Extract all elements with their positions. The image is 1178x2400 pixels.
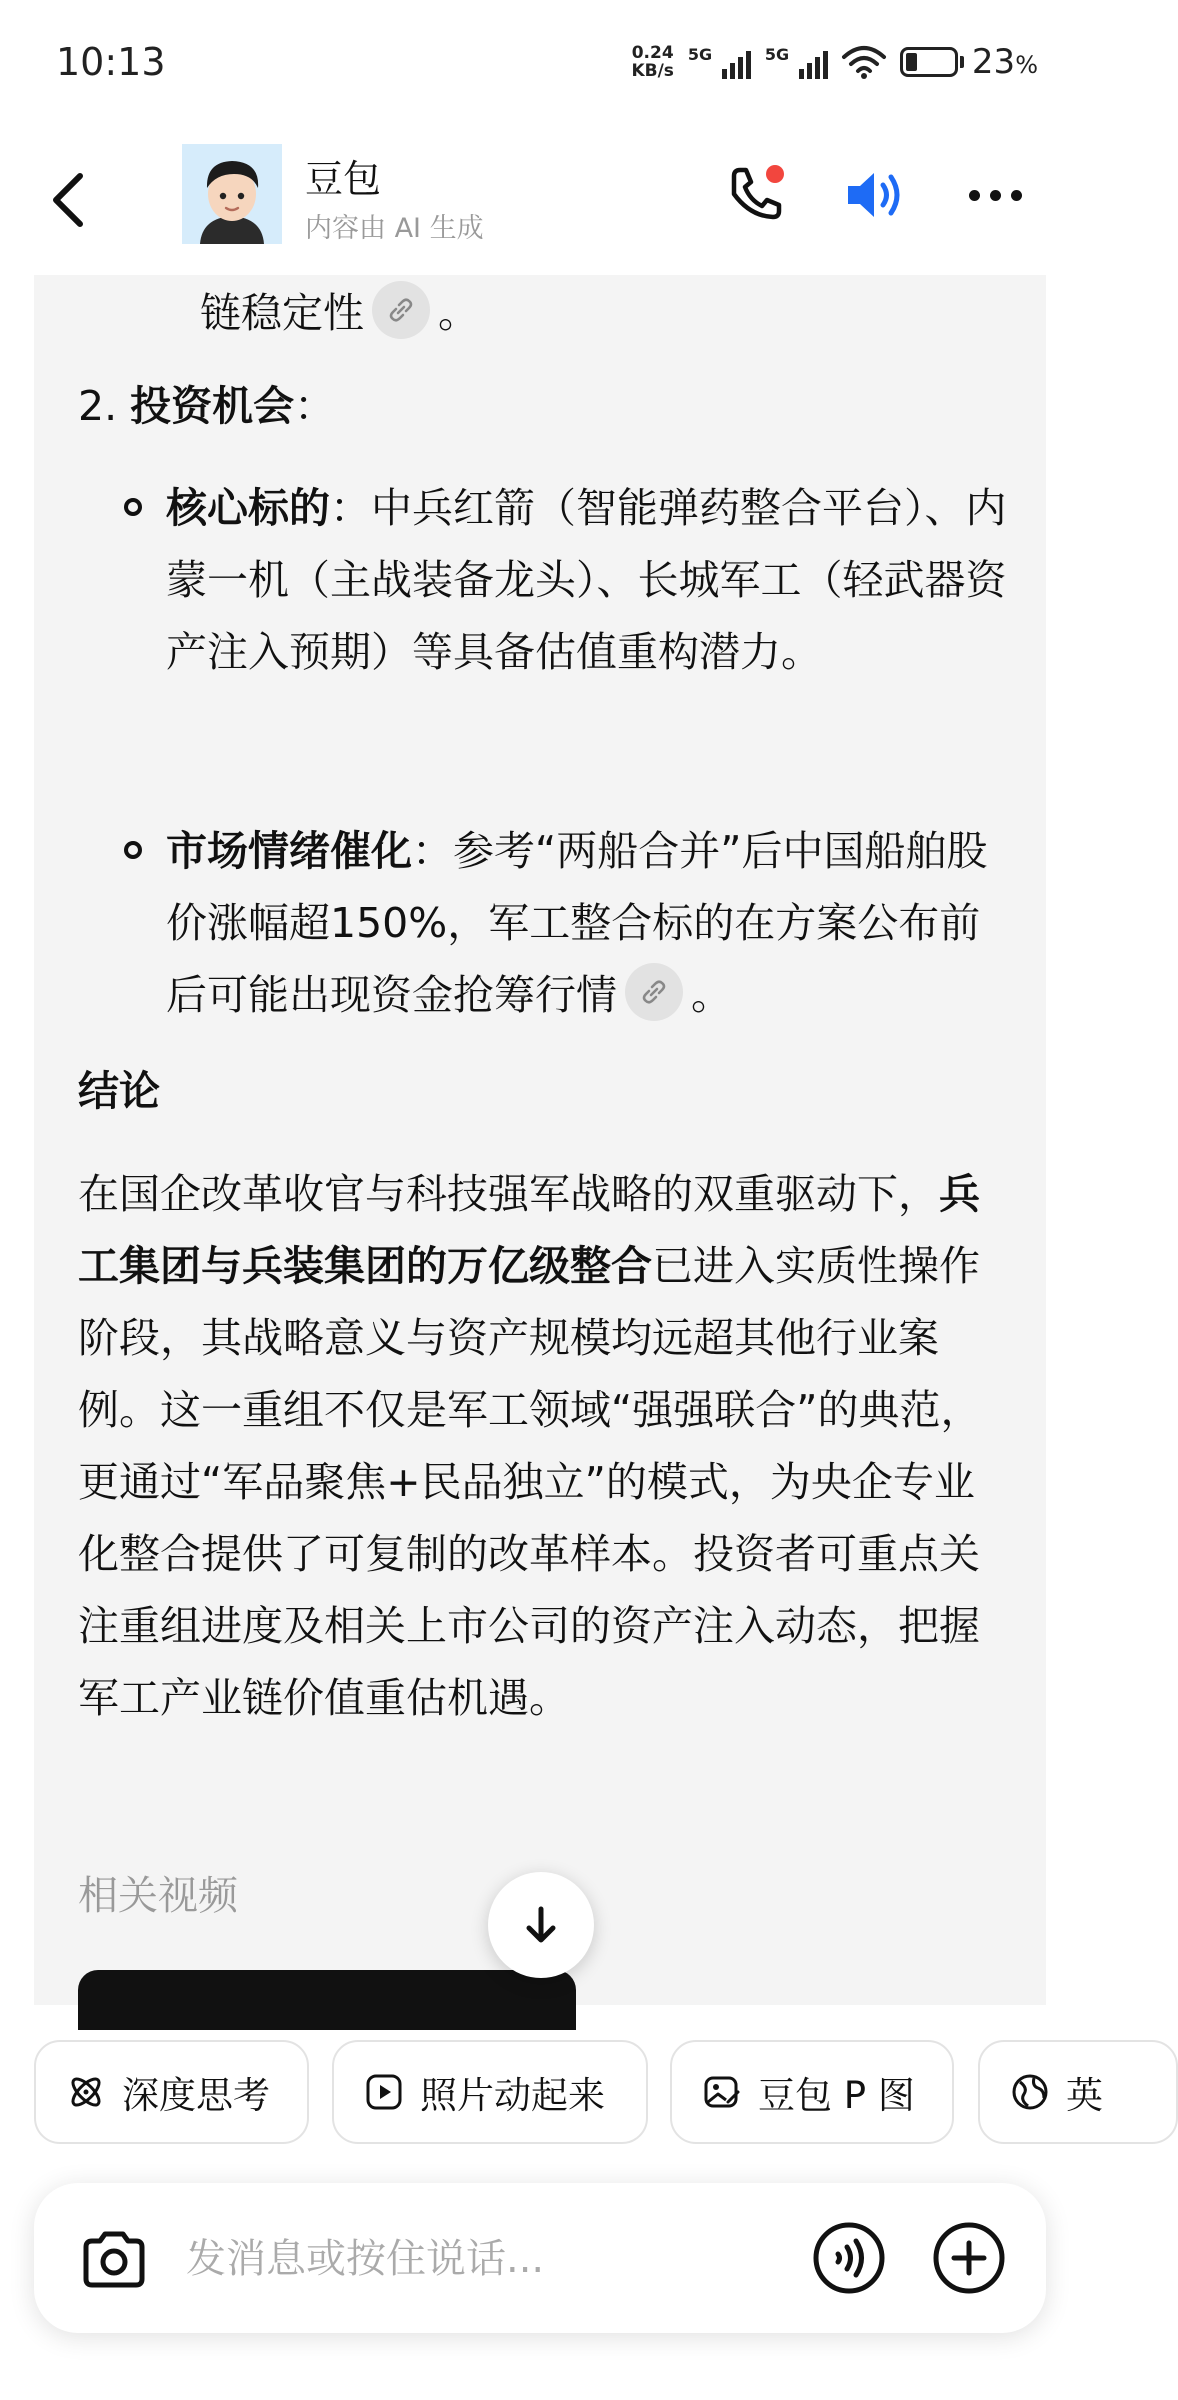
bullet-item: 核心标的：中兵红箭（智能弹药整合平台）、内蒙一机（主战装备龙头）、长城军工（轻武器资产注入预期）等具备估值重构潜力。 <box>166 472 1008 688</box>
network-speed-value: 0.24 <box>631 43 674 63</box>
related-videos-label: 相关视频 <box>78 1873 238 1919</box>
chat-subtitle: 内容由 AI 生成 <box>305 213 484 244</box>
more-icon[interactable] <box>960 180 1030 210</box>
image-edit-icon <box>702 2072 742 2112</box>
chip-animate-photo[interactable]: 照片动起来 <box>332 2040 648 2144</box>
message-input[interactable] <box>186 2223 786 2295</box>
status-time: 10:13 <box>56 40 166 84</box>
back-arrow-icon[interactable] <box>40 160 100 240</box>
avatar[interactable] <box>182 144 282 244</box>
video-thumbnail[interactable] <box>78 1970 576 2030</box>
battery <box>900 42 1038 82</box>
message-line: 链稳定性 。 <box>200 277 1000 349</box>
avatar-face-icon <box>182 144 282 244</box>
message-input-bar <box>34 2183 1046 2333</box>
phone-icon[interactable] <box>720 160 790 230</box>
battery-icon <box>900 47 958 77</box>
network-speed <box>631 44 673 80</box>
camera-icon[interactable] <box>78 2223 150 2295</box>
conclusion-paragraph: 在国企改革收官与科技强军战略的双重驱动下，兵工集团与兵装集团的万亿级整合已进入实质性操作阶段，其战略意义与资产规模均远超其他行业案例。这一重组不仅是军工领域“强强联合”的典范，更通过“军品聚焦+民品独立”的模式，为央企专业化整合提供了可复制的改革样本。投资者可重点关注重组进度及相关上市公司的资产注入动态，把握军工产业链价值重估机遇。 <box>78 1170 982 1722</box>
signal-2-icon <box>765 45 828 79</box>
status-bar <box>0 0 1080 130</box>
bullet-dot <box>124 498 142 516</box>
signal-1-label: 5G <box>687 45 713 64</box>
wifi-icon <box>842 45 886 79</box>
signal-2-label: 5G <box>764 45 790 64</box>
scroll-down-button[interactable] <box>488 1872 594 1978</box>
bullet-dot <box>124 841 142 859</box>
conclusion-heading: 结论 <box>78 1067 160 1115</box>
plus-icon[interactable] <box>932 2221 1006 2295</box>
chat-header <box>0 130 1080 280</box>
globe-icon <box>1010 2072 1050 2112</box>
speaker-icon[interactable] <box>840 160 910 230</box>
chat-title: 豆包 <box>305 157 382 201</box>
chip-english[interactable]: 英 <box>978 2040 1178 2144</box>
chip-deep-think[interactable]: 深度思考 <box>34 2040 309 2144</box>
play-square-icon <box>364 2072 404 2112</box>
assistant-message <box>34 275 1046 2005</box>
suggestion-chips <box>0 2040 1103 2146</box>
citation-link-icon[interactable] <box>625 963 683 1021</box>
battery-percent: 23% <box>971 42 1038 82</box>
bullet-item: 市场情绪催化：参考“两船合并”后中国船舶股价涨幅超150%，军工整合标的在方案公布前后可能出现资金抢筹行情 。 <box>166 815 1008 1031</box>
atom-icon <box>66 2072 106 2112</box>
status-icons <box>631 42 1038 82</box>
list-item-heading: 2. 投资机会： <box>78 382 336 430</box>
arrow-down-icon <box>519 1903 563 1947</box>
voice-call-icon[interactable] <box>812 2221 886 2295</box>
network-speed-unit: KB/s <box>631 61 674 81</box>
signal-1-icon <box>688 45 751 79</box>
citation-link-icon[interactable] <box>372 281 430 339</box>
chip-photo-edit[interactable]: 豆包 P 图 <box>670 2040 954 2144</box>
